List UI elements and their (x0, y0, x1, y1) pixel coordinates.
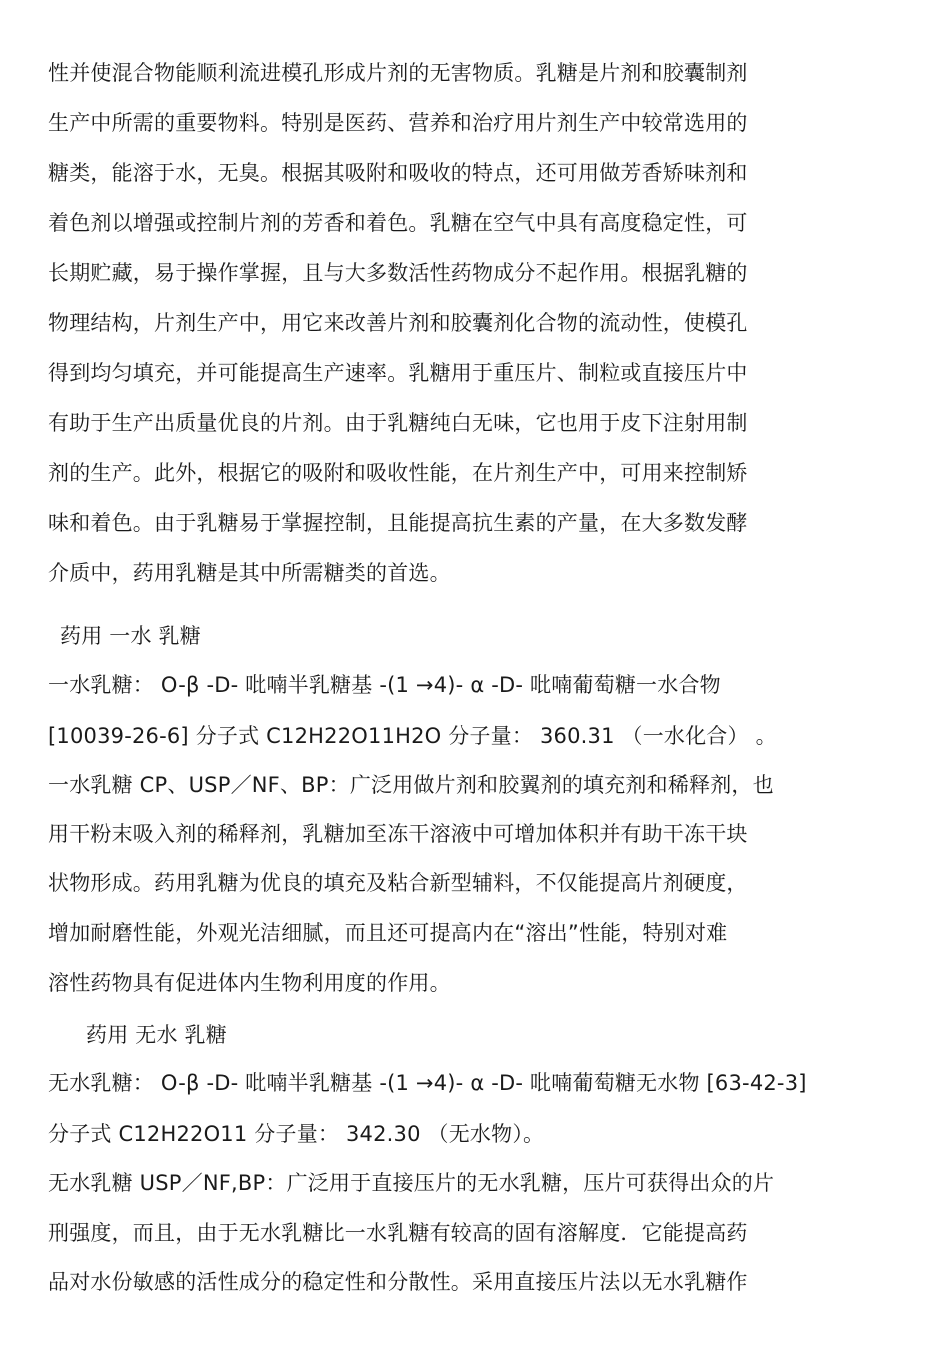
section-heading-monohydrate: 药用 一水 乳糖 (60, 624, 201, 648)
text-line: 介质中，药用乳糖是其中所需糖类的首选。 (48, 561, 451, 585)
text-line: [10039-26-6] 分子式 C12H22O11H2O 分子量： 360.31 （一水化合） 。 (48, 724, 777, 748)
text-line: 刑强度，而且，由于无水乳糖比一水乳糖有较高的固有溶解度．它能提高药 (48, 1221, 748, 1245)
text-line: 糖类，能溶于水，无臭。根据其吸附和吸收的特点，还可用做芳香矫味剂和 (48, 161, 748, 185)
text-line: 着色剂以增强或控制片剂的芳香和着色。乳糖在空气中具有高度稳定性，可 (48, 211, 748, 235)
text-line: 无水乳糖 USP／NF,BP：广泛用于直接压片的无水乳糖，压片可获得出众的片 (48, 1171, 775, 1195)
text-line: 性并使混合物能顺利流进模孔形成片剂的无害物质。乳糖是片剂和胶囊制剂 (48, 61, 748, 85)
text-line: 一水乳糖： O-β -D- 吡喃半乳糖基 -(1 →4)- α -D- 吡喃葡萄糖一水合物 (48, 673, 721, 697)
text-line: 无水乳糖： O-β -D- 吡喃半乳糖基 -(1 →4)- α -D- 吡喃葡萄糖无水物 [63-42-3] (48, 1071, 807, 1095)
text-line: 分子式 C12H22O11 分子量： 342.30 （无水物）。 (48, 1122, 545, 1146)
text-line: 状物形成。药用乳糖为优良的填充及粘合新型辅料，不仅能提高片剂硬度， (48, 871, 748, 895)
text-line: 长期贮藏，易于操作掌握，且与大多数活性药物成分不起作用。根据乳糖的 (48, 261, 748, 285)
text-line: 物理结构，片剂生产中，用它来改善片剂和胶囊剂化合物的流动性，使模孔 (48, 311, 748, 335)
text-line: 得到均匀填充，并可能提高生产速率。乳糖用于重压片、制粒或直接压片中 (48, 361, 748, 385)
text-line: 增加耐磨性能，外观光洁细腻，而且还可提高内在“溶出”性能，特别对难 (48, 921, 728, 945)
text-line: 溶性药物具有促进体内生物利用度的作用。 (48, 971, 451, 995)
text-line: 一水乳糖 CP、USP／NF、BP：广泛用做片剂和胶翼剂的填充剂和稀释剂，也 (48, 773, 774, 797)
section-heading-anhydrous: 药用 无水 乳糖 (86, 1023, 227, 1047)
text-line: 剂的生产。此外，根据它的吸附和吸收性能，在片剂生产中，可用来控制矫 (48, 461, 748, 485)
text-line: 生产中所需的重要物料。特别是医药、营养和治疗用片剂生产中较常选用的 (48, 111, 748, 135)
text-line: 用干粉末吸入剂的稀释剂，乳糖加至冻干溶液中可增加体积并有助干冻干块 (48, 822, 748, 846)
text-line: 有助于生产出质量优良的片剂。由于乳糖纯白无味，它也用于皮下注射用制 (48, 411, 748, 435)
text-line: 品对水份敏感的活性成分的稳定性和分散性。采用直接压片法以无水乳糖作 (48, 1270, 748, 1294)
text-line: 味和着色。由于乳糖易于掌握控制，且能提高抗生素的产量，在大多数发酵 (48, 511, 748, 535)
